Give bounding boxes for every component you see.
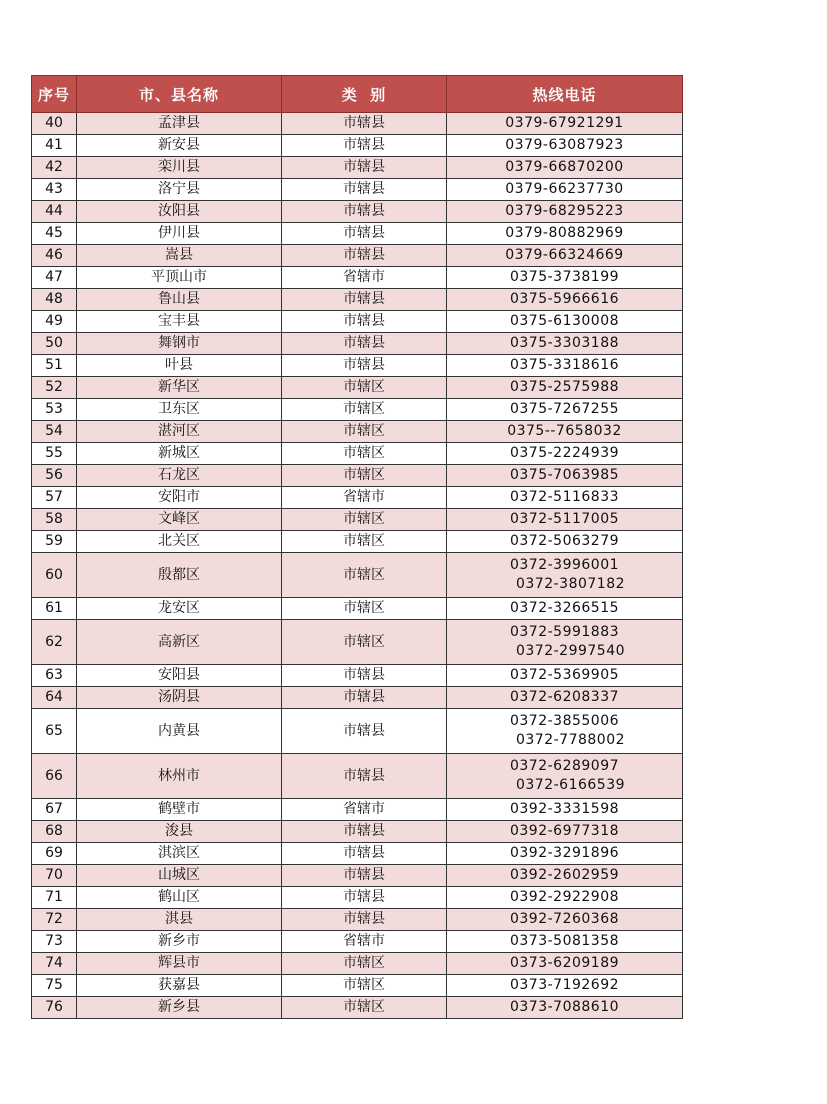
region-type: 市辖县 [282,687,447,709]
phone-number: 0372-5063279 [509,533,620,549]
row-number: 48 [32,289,77,311]
hotline-phone [447,465,683,487]
phone-number: 0392-7260368 [509,911,620,927]
hotline-phone [447,821,683,843]
table-row [32,333,683,355]
region-name: 龙安区 [77,598,282,620]
row-number: 49 [32,311,77,333]
row-number: 72 [32,909,77,931]
phone-number: 0375--7658032 [507,423,622,439]
row-number: 73 [32,931,77,953]
row-number: 47 [32,267,77,289]
phone-number: 0373-7192692 [509,977,620,993]
hotline-phone [447,799,683,821]
region-name: 淇县 [77,909,282,931]
row-number: 66 [32,754,77,799]
region-type: 市辖区 [282,953,447,975]
hotline-table [31,75,683,1019]
phone-number: 0373-6209189 [509,955,620,971]
region-name: 汝阳县 [77,201,282,223]
phone-number: 0379-66237730 [505,181,624,197]
hotline-phone [447,157,683,179]
region-name: 淇滨区 [77,843,282,865]
region-name: 鹤壁市 [77,799,282,821]
row-number: 60 [32,553,77,598]
row-number: 70 [32,865,77,887]
table-row [32,399,683,421]
region-type: 市辖区 [282,509,447,531]
table-row [32,687,683,709]
table-row [32,887,683,909]
region-name: 孟津县 [77,113,282,135]
region-type: 市辖县 [282,311,447,333]
region-name: 宝丰县 [77,311,282,333]
region-type: 市辖县 [282,355,447,377]
row-number: 68 [32,821,77,843]
hotline-phone [447,665,683,687]
region-name: 洛宁县 [77,179,282,201]
phone-number: 0372-5991883 [509,624,620,640]
table-row [32,157,683,179]
region-type: 市辖县 [282,201,447,223]
row-number: 71 [32,887,77,909]
row-number: 75 [32,975,77,997]
row-number: 45 [32,223,77,245]
region-type: 市辖区 [282,465,447,487]
table-row [32,598,683,620]
region-name: 山城区 [77,865,282,887]
table-row [32,620,683,665]
phone-number: 0379-66870200 [505,159,624,175]
hotline-phone [447,421,683,443]
row-number: 63 [32,665,77,687]
phone-number: 0372-7788002 [515,732,626,748]
hotline-phone [447,865,683,887]
row-number: 65 [32,709,77,754]
table-row [32,223,683,245]
phone-number: 0375-7063985 [509,467,620,483]
hotline-phone [447,997,683,1019]
region-name: 文峰区 [77,509,282,531]
region-type: 市辖区 [282,598,447,620]
row-number: 55 [32,443,77,465]
region-name: 汤阴县 [77,687,282,709]
header-no: 序号 [32,76,77,113]
table-row [32,909,683,931]
region-type: 省辖市 [282,931,447,953]
hotline-phone [447,909,683,931]
row-number: 54 [32,421,77,443]
region-name: 舞钢市 [77,333,282,355]
row-number: 52 [32,377,77,399]
row-number: 74 [32,953,77,975]
phone-number: 0375-3318616 [509,357,620,373]
phone-number: 0373-5081358 [509,933,620,949]
region-name: 浚县 [77,821,282,843]
phone-number: 0372-3996001 [509,557,620,573]
row-number: 51 [32,355,77,377]
region-type: 市辖区 [282,421,447,443]
hotline-phone [447,487,683,509]
table-row [32,135,683,157]
hotline-phone [447,843,683,865]
region-type: 市辖县 [282,223,447,245]
region-type: 市辖区 [282,531,447,553]
hotline-phone [447,377,683,399]
hotline-phone [447,223,683,245]
region-name: 新华区 [77,377,282,399]
region-type: 市辖区 [282,997,447,1019]
region-name: 卫东区 [77,399,282,421]
phone-number: 0375-3738199 [509,269,620,285]
hotline-phone [447,975,683,997]
table-row [32,245,683,267]
table-row [32,553,683,598]
phone-number: 0379-80882969 [505,225,624,241]
region-type: 市辖县 [282,113,447,135]
row-number: 76 [32,997,77,1019]
region-type: 市辖县 [282,179,447,201]
table-row [32,799,683,821]
table-row [32,421,683,443]
table-row [32,487,683,509]
hotline-phone [447,267,683,289]
table-row [32,113,683,135]
hotline-phone [447,201,683,223]
region-name: 平顶山市 [77,267,282,289]
row-number: 40 [32,113,77,135]
region-type: 省辖市 [282,267,447,289]
row-number: 62 [32,620,77,665]
region-type: 市辖县 [282,843,447,865]
region-type: 市辖县 [282,709,447,754]
region-name: 伊川县 [77,223,282,245]
region-name: 辉县市 [77,953,282,975]
hotline-phone [447,443,683,465]
row-number: 69 [32,843,77,865]
region-name: 北关区 [77,531,282,553]
hotline-phone [447,399,683,421]
region-type: 市辖县 [282,865,447,887]
phone-number: 0379-63087923 [505,137,624,153]
hotline-phone [447,553,683,598]
region-type: 市辖县 [282,135,447,157]
hotline-phone [447,509,683,531]
phone-number: 0372-6289097 [509,758,620,774]
phone-number: 0375-2224939 [509,445,620,461]
hotline-phone [447,531,683,553]
region-name: 新安县 [77,135,282,157]
region-type: 市辖县 [282,821,447,843]
row-number: 59 [32,531,77,553]
phone-number: 0372-3807182 [515,576,626,592]
region-name: 鹤山区 [77,887,282,909]
hotline-phone [447,135,683,157]
hotline-phone [447,887,683,909]
table-row [32,289,683,311]
table-row [32,665,683,687]
hotline-phone [447,754,683,799]
row-number: 57 [32,487,77,509]
table-row [32,865,683,887]
table-row [32,931,683,953]
row-number: 58 [32,509,77,531]
table-row [32,754,683,799]
table-row [32,953,683,975]
row-number: 56 [32,465,77,487]
phone-number: 0392-3291896 [509,845,620,861]
table-row [32,201,683,223]
hotline-phone [447,709,683,754]
region-name: 鲁山县 [77,289,282,311]
table-row [32,843,683,865]
region-name: 石龙区 [77,465,282,487]
hotline-phone [447,953,683,975]
phone-number: 0372-2997540 [515,643,626,659]
region-name: 内黄县 [77,709,282,754]
phone-number: 0375-7267255 [509,401,620,417]
phone-number: 0372-5116833 [509,489,620,505]
row-number: 43 [32,179,77,201]
phone-number: 0392-6977318 [509,823,620,839]
region-name: 高新区 [77,620,282,665]
phone-number: 0372-3266515 [509,600,620,616]
row-number: 61 [32,598,77,620]
row-number: 67 [32,799,77,821]
header-type: 类 别 [282,76,447,113]
table-row [32,709,683,754]
phone-number: 0372-6166539 [515,777,626,793]
table-row [32,465,683,487]
hotline-phone [447,355,683,377]
hotline-phone [447,687,683,709]
table-row [32,509,683,531]
table-row [32,821,683,843]
hotline-phone [447,289,683,311]
table-row [32,377,683,399]
row-number: 50 [32,333,77,355]
row-number: 41 [32,135,77,157]
table-row [32,267,683,289]
region-type: 市辖县 [282,754,447,799]
row-number: 42 [32,157,77,179]
row-number: 46 [32,245,77,267]
row-number: 53 [32,399,77,421]
hotline-phone [447,931,683,953]
phone-number: 0372-6208337 [509,689,620,705]
region-type: 市辖县 [282,245,447,267]
phone-number: 0392-2602959 [509,867,620,883]
region-name: 叶县 [77,355,282,377]
region-name: 新乡县 [77,997,282,1019]
phone-number: 0379-66324669 [505,247,624,263]
header-phone: 热线电话 [447,76,683,113]
region-type: 市辖区 [282,399,447,421]
table-row [32,975,683,997]
region-type: 市辖县 [282,333,447,355]
table-row [32,443,683,465]
region-name: 栾川县 [77,157,282,179]
region-type: 市辖县 [282,909,447,931]
region-type: 市辖区 [282,377,447,399]
phone-number: 0375-6130008 [509,313,620,329]
region-name: 获嘉县 [77,975,282,997]
phone-number: 0379-67921291 [505,115,624,131]
region-name: 新城区 [77,443,282,465]
hotline-phone [447,113,683,135]
region-type: 市辖县 [282,887,447,909]
region-type: 市辖区 [282,553,447,598]
phone-number: 0392-3331598 [509,801,620,817]
row-number: 44 [32,201,77,223]
hotline-phone [447,333,683,355]
region-name: 安阳市 [77,487,282,509]
region-type: 市辖县 [282,289,447,311]
phone-number: 0372-3855006 [509,713,620,729]
region-type: 省辖市 [282,799,447,821]
table-row [32,355,683,377]
region-name: 殷都区 [77,553,282,598]
row-number: 64 [32,687,77,709]
header-row [32,76,683,113]
phone-number: 0372-5369905 [509,667,620,683]
phone-number: 0379-68295223 [505,203,624,219]
phone-number: 0373-7088610 [509,999,620,1015]
region-type: 市辖区 [282,620,447,665]
table-row [32,179,683,201]
region-name: 湛河区 [77,421,282,443]
phone-number: 0375-3303188 [509,335,620,351]
region-type: 市辖县 [282,665,447,687]
region-type: 省辖市 [282,487,447,509]
hotline-phone [447,598,683,620]
phone-number: 0392-2922908 [509,889,620,905]
phone-number: 0375-2575988 [509,379,620,395]
phone-number: 0375-5966616 [509,291,620,307]
region-type: 市辖区 [282,975,447,997]
region-type: 市辖县 [282,157,447,179]
table-body [32,113,683,1019]
phone-number: 0372-5117005 [509,511,620,527]
hotline-phone [447,245,683,267]
region-name: 林州市 [77,754,282,799]
region-name: 安阳县 [77,665,282,687]
header-name: 市、县名称 [77,76,282,113]
region-name: 新乡市 [77,931,282,953]
table-row [32,531,683,553]
table-row [32,311,683,333]
hotline-phone [447,620,683,665]
region-type: 市辖区 [282,443,447,465]
region-name: 嵩县 [77,245,282,267]
hotline-phone [447,179,683,201]
hotline-phone [447,311,683,333]
table-row [32,997,683,1019]
